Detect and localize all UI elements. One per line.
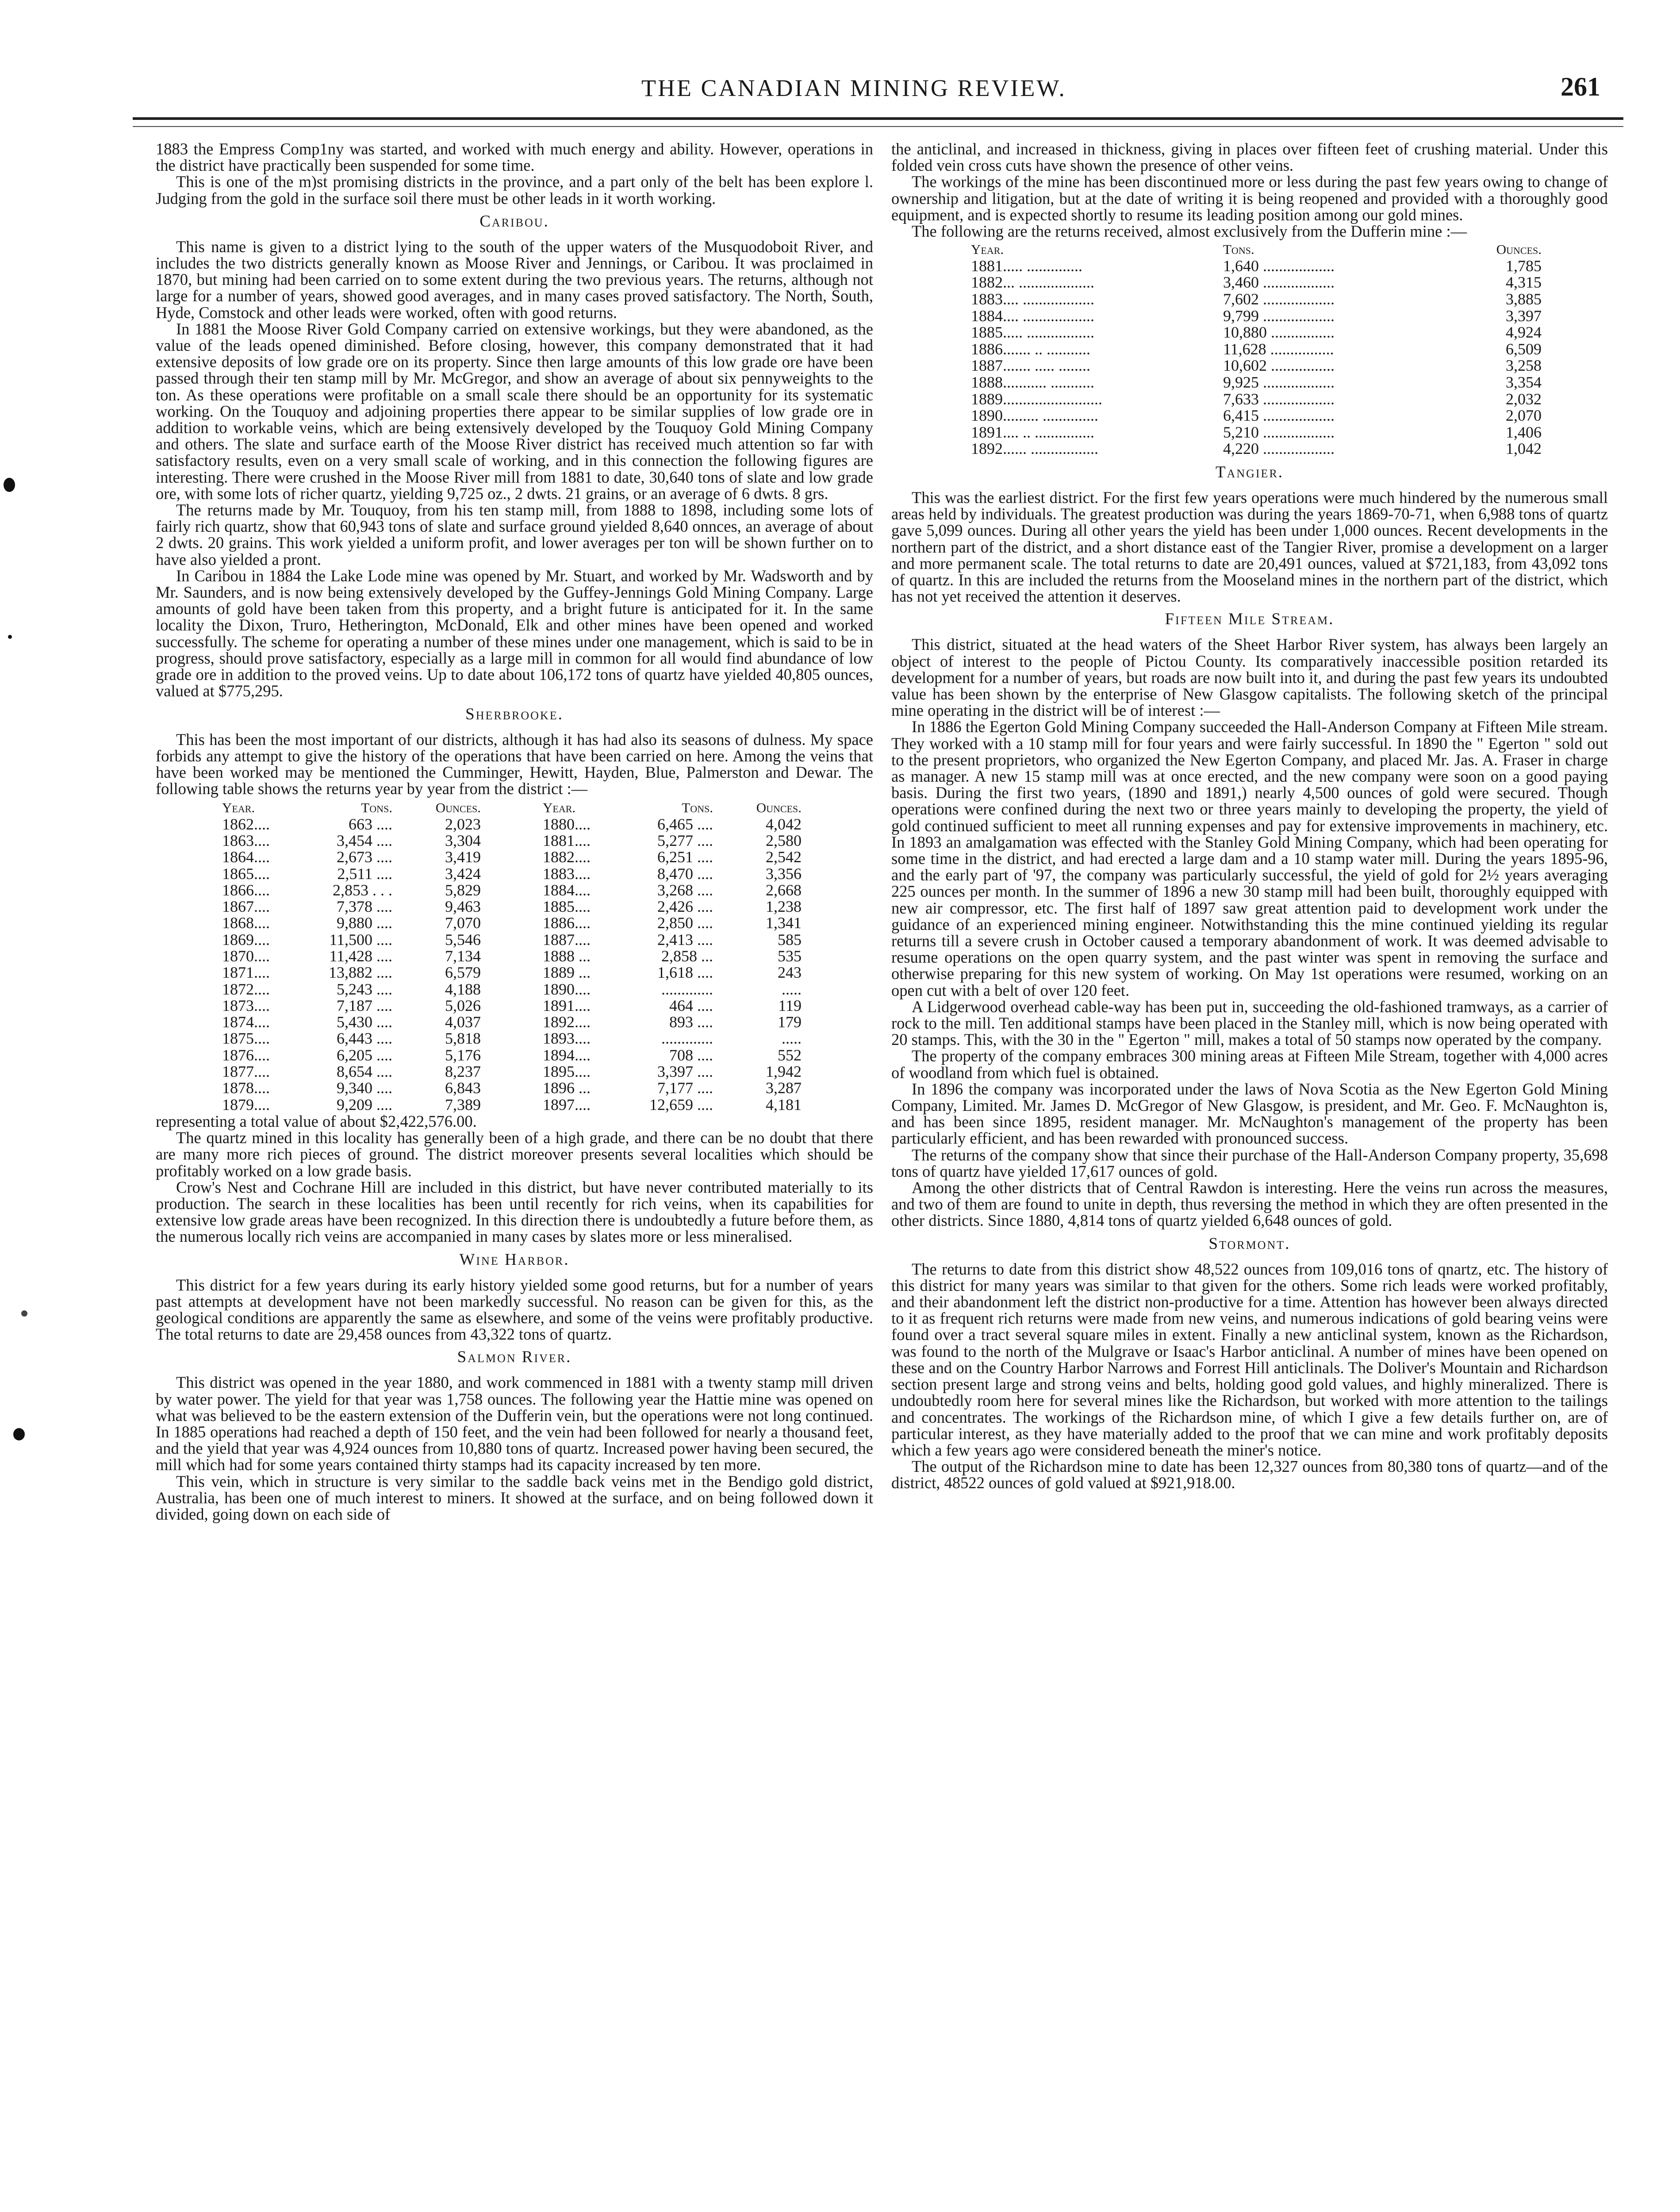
table-cell: 1884.... xyxy=(543,881,591,899)
table-cell: 1884.... .................. xyxy=(971,307,1094,325)
table-cell: 535 xyxy=(778,947,802,965)
table-cell: 1873.... xyxy=(222,996,270,1014)
table-cell: 2,580 xyxy=(766,831,802,849)
table-cell: 1872.... xyxy=(222,980,270,998)
table-row xyxy=(222,1080,841,1096)
table-cell: 9,880 .... xyxy=(337,914,392,932)
section-heading-sherbrooke: Sherbrooke. xyxy=(465,705,564,723)
table-cell: 11,500 .... xyxy=(329,930,392,949)
table-cell: 8,654 .... xyxy=(337,1063,392,1081)
table-cell: 3,454 .... xyxy=(337,831,392,849)
margin-hole-mark xyxy=(4,478,15,492)
section-heading-caribou: Caribou. xyxy=(479,212,549,230)
fifteen-mile-paragraph: The returns of the company show that since their purchase of the Hall-Anderson Company property, 35,698 tons of quartz have yielded 17,617 ounces of gold. xyxy=(891,1145,1608,1180)
column-header: Year. xyxy=(543,800,576,816)
table-cell: 2,668 xyxy=(766,881,802,899)
table-cell: 1892.... xyxy=(543,1013,591,1031)
table-cell: 6,579 xyxy=(445,964,481,982)
running-header-title: THE CANADIAN MINING REVIEW. xyxy=(641,75,1066,101)
table-row xyxy=(222,964,841,981)
table-cell: 5,430 .... xyxy=(337,1013,392,1031)
table-cell: 1863.... xyxy=(222,831,270,849)
caribou-paragraph: In Caribou in 1884 the Lake Lode mine was opened by Mr. Stuart, and worked by Mr. Wadsworth and by Mr. Saunders, and is now being extensively developed by the Guffey-Jennings Gold Mining Company. Large amounts of gold have been taken from this property, and a bright future is anticipated for it. In the same locality the Dixon, Truro, Hetherington, McDonald, Elk and other mines have been opened and worked successfully. The scheme for operating a number of these mines under one management, which is said to be in progress, should prove satisfactory, especially as a large mill in common for all would find abundance of low grade ore in addition to the proved veins. Up to date about 106,172 tons of quartz have yielded 40,805 ounces, valued at $775,295. xyxy=(156,566,873,700)
table-cell: 5,829 xyxy=(445,881,481,899)
sherbrooke-intro: This has been the most important of our districts, although it has had also its seasons of dulness. My space forbids any attempt to give the history of the operations that have been carried on here. Among the veins that have been worked may be mentioned the Cumminger, Hewitt, Hayden, Blue, Palmerston and Dewar. The following table shows the returns year by year from the district :— xyxy=(156,730,873,798)
table-cell: 4,315 xyxy=(1506,273,1542,292)
column-header: Ounces. xyxy=(1496,242,1542,257)
table-row xyxy=(971,441,1542,457)
table-cell: 1895.... xyxy=(543,1063,591,1081)
table-cell: ............. xyxy=(661,980,713,998)
table-cell: 1866.... xyxy=(222,881,270,899)
left-intro-paragraph: 1883 the Empress Comp1ny was started, and worked with much energy and ability. However, operations in the district have practically been suspended for some time. xyxy=(156,140,873,175)
table-row xyxy=(222,998,841,1014)
table-cell: 1894.... xyxy=(543,1046,591,1064)
table-cell: 1891.... xyxy=(543,996,591,1014)
table-cell: 1885.... xyxy=(543,898,591,916)
table-cell: 7,177 .... xyxy=(657,1079,713,1097)
table-header-row xyxy=(971,241,1542,258)
table-cell: 6,205 .... xyxy=(337,1046,392,1064)
table-cell: 7,187 .... xyxy=(337,996,392,1014)
table-row xyxy=(971,391,1542,408)
table-cell: 1,238 xyxy=(766,898,802,916)
table-cell: 9,925 .................. xyxy=(1223,373,1335,391)
table-row xyxy=(971,424,1542,441)
table-cell: 1897.... xyxy=(543,1095,591,1114)
table-cell: 7,633 .................. xyxy=(1223,390,1335,408)
fifteen-mile-paragraph: This district, situated at the head waters of the Sheet Harbor River system, has always been largely an object of interest to the people of Pictou County. Its comparatively inaccessible position retarded its development for a number of years, but roads are now built into it, and during the past few years its undoubted value has been shown by the enterprise of New Glasgow capitalists. The following sketch of the principal mine operating in the district will be of interest :— xyxy=(891,635,1608,720)
table-cell: 3,268 .... xyxy=(657,881,713,899)
table-cell: 4,037 xyxy=(445,1013,481,1031)
section-heading-tangier: Tangier. xyxy=(1215,463,1284,481)
table-cell: 1883.... xyxy=(543,864,591,883)
table-cell: 2,542 xyxy=(766,848,802,866)
table-cell: 6,509 xyxy=(1506,340,1542,358)
table-cell: 1868.... xyxy=(222,914,270,932)
salmon-river-paragraph: This district was opened in the year 1880, and work commenced in 1881 with a twenty stamp mill driven by water power. The yield for that year was 1,758 ounces. The following year the Hattie mine was opened on what was believed to be the eastern extension of the Dufferin vein, but the operations were not long continued. In 1885 operations had reached a depth of 150 feet, and the vein had been followed for nearly a thousand feet, and the yield that year was 4,924 ounces from 10,880 tons of quartz. Increased power having been secured, the mill which had for some years contained thirty stamps had its capacity increased by ten more. xyxy=(156,1373,873,1474)
table-cell: 1886.... xyxy=(543,914,591,932)
table-cell: 3,304 xyxy=(445,831,481,849)
table-cell: 1870.... xyxy=(222,947,270,965)
table-cell: 1893.... xyxy=(543,1029,591,1048)
table-cell: 2,673 .... xyxy=(337,848,392,866)
table-cell: 7,602 .................. xyxy=(1223,290,1335,308)
table-cell: 2,413 .... xyxy=(657,930,713,949)
table-row xyxy=(971,291,1542,308)
table-row xyxy=(971,357,1542,374)
table-cell: 3,356 xyxy=(766,864,802,883)
section-heading-stormont: Stormont. xyxy=(1208,1234,1291,1253)
fifteen-mile-paragraph: In 1896 the company was incorporated under the laws of Nova Scotia as the New Egerton Gold Mining Company, Limited. Mr. James D. McGregor of New Glasgow, is president, and Mr. Geo. F. McNaughton is, and has been since 1895, resident manager. Mr. McNaughton's management of the property has been particularly efficient, and has been rewarded with pronounced success. xyxy=(891,1079,1608,1148)
table-cell: 1892...... ................. xyxy=(971,440,1098,458)
table-row xyxy=(971,407,1542,424)
table-cell: 3,460 .................. xyxy=(1223,273,1335,292)
table-cell: 1889 ... xyxy=(543,964,591,982)
table-cell: 4,220 .................. xyxy=(1223,440,1335,458)
table-row xyxy=(971,308,1542,325)
table-cell: 1896 ... xyxy=(543,1079,591,1097)
table-cell: 1867.... xyxy=(222,898,270,916)
margin-speck-mark xyxy=(8,635,12,639)
table-row xyxy=(222,882,841,899)
table-cell: 1881..... .............. xyxy=(971,257,1082,275)
table-cell: 9,463 xyxy=(445,898,481,916)
table-cell: 1882.... xyxy=(543,848,591,866)
table-cell: 1,341 xyxy=(766,914,802,932)
fifteen-mile-paragraph: Among the other districts that of Central Rawdon is interesting. Here the veins run across the measures, and two of them are found to unite in depth, thus reversing the method in which they are often presented in the other districts. Since 1880, 4,814 tons of quartz yielded 6,648 ounces of gold. xyxy=(891,1179,1608,1230)
table-cell: ..... xyxy=(782,980,802,998)
column-header: Tons. xyxy=(361,800,392,816)
table-cell: 1,042 xyxy=(1506,440,1542,458)
table-row xyxy=(222,981,841,998)
table-cell: 3,424 xyxy=(445,864,481,883)
table-cell: 5,818 xyxy=(445,1029,481,1048)
table-cell: 2,858 ... xyxy=(661,947,713,965)
table-cell: 13,882 .... xyxy=(329,964,392,982)
fifteen-mile-paragraph: The property of the company embraces 300 mining areas at Fifteen Mile Stream, together with 4,000 acres of woodland from which fuel is obtained. xyxy=(891,1047,1608,1082)
table-cell: 1,942 xyxy=(766,1063,802,1081)
right-intro-paragraph: The following are the returns received, almost exclusively from the Dufferin mine :— xyxy=(912,222,1467,241)
table-cell: 1869.... xyxy=(222,930,270,949)
table-header-row xyxy=(222,799,841,816)
table-row xyxy=(222,1047,841,1064)
caribou-paragraph: The returns made by Mr. Touquoy, from his ten stamp mill, from 1888 to 1898, including some lots of fairly rich quartz, show that 60,943 tons of slate and surface ground yielded 8,640 onnces, an average of about 2 dwts. 20 grains. This work yielded a uniform profit, and lower averages per ton will be shown further on to have also yielded a pront. xyxy=(156,501,873,568)
table-cell: 11,428 .... xyxy=(329,947,392,965)
table-cell: 3,419 xyxy=(445,848,481,866)
section-heading-wine-harbor: Wine Harbor. xyxy=(459,1250,570,1269)
table-cell: 1888........... ........... xyxy=(971,373,1094,391)
column-header: Ounces. xyxy=(756,800,802,816)
table-cell: 4,188 xyxy=(445,980,481,998)
section-heading-fifteen-mile-stream: Fifteen Mile Stream. xyxy=(1165,610,1335,629)
column-header: Year. xyxy=(971,242,1004,257)
table-cell: 10,880 ................ xyxy=(1223,323,1335,342)
table-row xyxy=(222,1014,841,1030)
table-cell: 585 xyxy=(778,930,802,949)
dufferin-returns-table xyxy=(971,241,1542,457)
table-cell: 4,181 xyxy=(766,1095,802,1114)
table-cell: 1862.... xyxy=(222,815,270,833)
table-cell: 5,243 .... xyxy=(337,980,392,998)
table-cell: 2,853 . . . xyxy=(333,881,392,899)
table-cell: 1890......... .............. xyxy=(971,407,1098,425)
table-cell: 1887....... ..... ........ xyxy=(971,357,1090,375)
left-column xyxy=(156,141,873,1522)
table-cell: 1877.... xyxy=(222,1063,270,1081)
table-cell: 243 xyxy=(778,964,802,982)
table-cell: 3,397 xyxy=(1506,307,1542,325)
table-cell: 5,277 .... xyxy=(657,831,713,849)
table-cell: 708 .... xyxy=(669,1046,713,1064)
caribou-paragraph: This name is given to a district lying to the south of the upper waters of the Musquodoboit River, and includes the two districts generally known as Moose River and Jennings, or Caribou. It was proclaimed in 1870, but mining had been carried on to some extent during the two previous years. The returns, although not large for a number of years, showed good averages, and in many cases proved satisfactory. The North, South, Hyde, Comstock and other leads were worked, often with good returns. xyxy=(156,237,873,322)
table-cell: 9,340 .... xyxy=(337,1079,392,1097)
table-cell: 1885..... ................. xyxy=(971,323,1094,342)
column-header: Ounces. xyxy=(435,800,481,816)
fifteen-mile-paragraph: A Lidgerwood overhead cable-way has been put in, succeeding the old-fashioned tramways, as a carrier of rock to the mill. Ten additional stamps have been placed in the Stanley mill, which is now being operated with 20 stamps. This, with the 30 in the " Egerton " mill, makes a total of 50 stamps now operated by the company. xyxy=(891,997,1608,1049)
margin-hole-mark xyxy=(13,1428,25,1440)
column-header: Tons. xyxy=(1223,242,1254,257)
table-cell: 2,511 .... xyxy=(337,864,392,883)
table-cell: 1889......................... xyxy=(971,390,1102,408)
table-row xyxy=(222,833,841,849)
table-cell: 6,465 .... xyxy=(657,815,713,833)
table-cell: 464 .... xyxy=(669,996,713,1014)
table-cell: 2,850 .... xyxy=(657,914,713,932)
table-cell: 119 xyxy=(778,996,802,1014)
table-cell: 1890.... xyxy=(543,980,591,998)
sherbrooke-paragraph: The quartz mined in this locality has generally been of a high grade, and there can be no doubt that there are many more rich pieces of ground. The district moreover presents several localities which should be profitably worked on a low grade basis. xyxy=(156,1129,873,1180)
header-rule-thick xyxy=(133,117,1623,120)
table-row xyxy=(222,915,841,931)
sherbrooke-total: representing a total value of about $2,422,576.00. xyxy=(156,1112,477,1130)
table-cell: 10,602 ................ xyxy=(1223,357,1335,375)
table-cell: 1888 ... xyxy=(543,947,591,965)
tangier-paragraph: This was the earliest district. For the first few years operations were much hindered by the numerous small areas held by individuals. The greatest production was during the years 1869-70-71, when 6,988 tons of quartz gave 5,099 ounces. During all other years the yield has been under 1,000 ounces. Recent developments in the northern part of the district, and a short distance east of the Tangier River, promise a development on a larger and more permanent scale. The total returns to date are 20,491 ounces, valued at $721,183, from 43,092 tons of quartz. In this are included the returns from the Mooseland mines in the northern part of the district, which has not yet received the attention it deserves. xyxy=(891,488,1608,606)
table-row xyxy=(222,948,841,964)
header-rule-thin xyxy=(133,126,1623,127)
right-intro-paragraph: the anticlinal, and increased in thickness, giving in places over fifteen feet of crushing material. Under this folded vein cross cuts have shown the presence of other veins. xyxy=(891,140,1608,175)
table-cell: 1886....... .. ........... xyxy=(971,340,1090,358)
table-cell: 4,924 xyxy=(1506,323,1542,342)
table-cell: 1891.... .. ............... xyxy=(971,423,1094,441)
table-cell: 663 .... xyxy=(349,815,392,833)
table-row xyxy=(222,1097,841,1113)
table-cell: 1,640 .................. xyxy=(1223,257,1335,275)
table-cell: 7,134 xyxy=(445,947,481,965)
sherbrooke-paragraph: Crow's Nest and Cochrane Hill are included in this district, but have never contributed materially to its production. The search in these localities has been until recently for rich veins, when its capabilities for extensive low grade areas have been recognized. In this direction there is undoubtedly a future before them, as the numerous locally rich veins are accompanied in many cases by slates more or less mineralised. xyxy=(156,1178,873,1246)
table-cell: 2,032 xyxy=(1506,390,1542,408)
table-cell: 5,210 .................. xyxy=(1223,423,1335,441)
table-cell: ............. xyxy=(661,1029,713,1048)
right-intro-paragraph: The workings of the mine has been discontinued more or less during the past few years owing to change of ownership and litigation, but at the date of writing it is being reopened and provided with a thoroughly good equipment, and is expected shortly to resume its leading position among our gold mines. xyxy=(891,173,1608,224)
table-cell: 1,618 .... xyxy=(657,964,713,982)
table-cell: 2,426 .... xyxy=(657,898,713,916)
table-row xyxy=(971,341,1542,358)
table-cell: 11,628 ................ xyxy=(1223,340,1334,358)
table-cell: 3,258 xyxy=(1506,357,1542,375)
table-row xyxy=(222,1030,841,1047)
table-cell: 6,415 .................. xyxy=(1223,407,1335,425)
table-cell: 3,397 .... xyxy=(657,1063,713,1081)
table-cell: 5,546 xyxy=(445,930,481,949)
table-row xyxy=(971,374,1542,391)
table-cell: 8,237 xyxy=(445,1063,481,1081)
stormont-paragraph: The output of the Richardson mine to date has been 12,327 ounces from 80,380 tons of quartz—and of the district, 48522 ounces of gold valued at $921,918.00. xyxy=(891,1457,1608,1492)
table-cell: 3,354 xyxy=(1506,373,1542,391)
table-row xyxy=(222,899,841,915)
wine-harbor-paragraph: This district for a few years during its early history yielded some good returns, but for a number of years past attempts at development have not been markedly successful. No reason can be given for this, as the geological conditions are apparently the same as elsewhere, and some of the veins were profitably productive. The total returns to date are 29,458 ounces from 43,322 tons of quartz. xyxy=(156,1275,873,1344)
table-cell: 6,251 .... xyxy=(657,848,713,866)
table-cell: ..... xyxy=(782,1029,802,1048)
table-row xyxy=(222,816,841,833)
table-cell: 1876.... xyxy=(222,1046,270,1064)
table-cell: 4,042 xyxy=(766,815,802,833)
table-cell: 1874.... xyxy=(222,1013,270,1031)
table-cell: 2,070 xyxy=(1506,407,1542,425)
table-row xyxy=(971,324,1542,341)
table-cell: 7,378 .... xyxy=(337,898,392,916)
table-cell: 1,406 xyxy=(1506,423,1542,441)
table-cell: 3,287 xyxy=(766,1079,802,1097)
table-cell: 12,659 .... xyxy=(649,1095,713,1114)
table-cell: 1875.... xyxy=(222,1029,270,1048)
table-cell: 9,209 .... xyxy=(337,1095,392,1114)
stormont-paragraph: The returns to date from this district show 48,522 ounces from 109,016 tons of qnartz, etc. The history of this district for many years was similar to that given for the others. Some rich leads were worked profitably, and their abandonment left the district non-productive for a time. Attention has however been always directed to it as frequent rich returns were made from new veins, and numerous indications of gold bearing veins were found over a tract several square miles in extent. Finally a new anticlinal system, known as the Richardson, was found to the north of the Mulgrave or Isaac's Harbor anticlinal. A number of mines have been opened on these and on the Country Harbor Narrows and Forrest Hill anticlinals. The Doliver's Mountain and Richardson section present large and strong veins and belts, holding good gold values, and highly mineralized. There is undoubtedly room here for several mines like the Richardson, but worked with more attention to the tailings and concentrates. The workings of the Richardson mine, of which I give a few details further on, are of particular interest, as they have materially added to the proof that we can mine and work profitably deposits which a few years ago were considered beneath the miner's notice. xyxy=(891,1260,1608,1459)
table-cell: 1882... ................... xyxy=(971,273,1094,292)
table-cell: 7,389 xyxy=(445,1095,481,1114)
table-row xyxy=(222,866,841,882)
table-cell: 1,785 xyxy=(1506,257,1542,275)
table-cell: 1879.... xyxy=(222,1095,270,1114)
table-cell: 1881.... xyxy=(543,831,591,849)
table-cell: 9,799 .................. xyxy=(1223,307,1335,325)
table-cell: 8,470 .... xyxy=(657,864,713,883)
left-intro-paragraph: This is one of the m)st promising districts in the province, and a part only of the belt has been explore l. Judging from the gold in the surface soil there must be other leads in it worth working. xyxy=(156,173,873,207)
table-cell: 1865.... xyxy=(222,864,270,883)
column-header: Tons. xyxy=(682,800,713,816)
table-cell: 1864.... xyxy=(222,848,270,866)
column-header: Year. xyxy=(222,800,255,816)
table-cell: 1871.... xyxy=(222,964,270,982)
page-number: 261 xyxy=(1561,72,1600,101)
table-cell: 5,176 xyxy=(445,1046,481,1064)
table-row xyxy=(222,1064,841,1080)
fifteen-mile-paragraph: In 1886 the Egerton Gold Mining Company succeeded the Hall-Anderson Company at Fifteen Mile stream. They worked with a 10 stamp mill for four years and were fairly successful. In 1890 the " Egerton " sold out to the present proprietors, who organized the New Egerton Company, and placed Mr. Jas. A. Fraser in charge as manager. A new 15 stamp mill was at once erected, and the new company were soon on a good paying basis. During the first two years, (1890 and 1891,) nearly 4,500 ounces of gold were secured. Though operations were confined during the next two or three years mainly to developing the property, the yield of gold continued sufficient to meet all running expenses and pay for extensive improvements in machinery, etc. In 1893 an amalgamation was effected with the Stanley Gold Mining Company, which had been operating for some time in the district, and had erected a large dam and a 10 stamp water mill. During the years 1895-96, and the early part of '97, the company was particularly successful, the yield of gold for 2½ years averaging 225 ounces per month. In the summer of 1896 a new 30 stamp mill had been built, thoroughly equipped with new air compressor, etc. The first half of 1897 saw great attention paid to development work under the guidance of an experienced mining engineer. Notwithstanding this the mine continued yielding its regular returns till a severe crush in October caused a temporary abandonment of work. It was deemed advisable to resume operations on the open quarry system, and the past winter was spent in removing the surface and otherwise preparing for this new system of working. On May 1st operations were resumed, working on an open cut with a belt of over 120 feet. xyxy=(891,718,1608,999)
table-row xyxy=(971,258,1542,275)
right-column xyxy=(891,141,1608,1491)
table-cell: 1887.... xyxy=(543,930,591,949)
table-cell: 6,843 xyxy=(445,1079,481,1097)
table-cell: 5,026 xyxy=(445,996,481,1014)
salmon-river-paragraph: This vein, which in structure is very similar to the saddle back veins met in the Bendigo gold district, Australia, has been one of much interest to miners. It showed at the surface, and on being followed down it divided, going down on each side of xyxy=(156,1472,873,1524)
table-cell: 1878.... xyxy=(222,1079,270,1097)
table-cell: 1880.... xyxy=(543,815,591,833)
section-heading-salmon-river: Salmon River. xyxy=(457,1348,572,1367)
table-cell: 1883.... .................. xyxy=(971,290,1094,308)
table-cell: 3,885 xyxy=(1506,290,1542,308)
sherbrooke-returns-table xyxy=(222,799,841,1113)
table-cell: 552 xyxy=(778,1046,802,1064)
table-cell: 179 xyxy=(778,1013,802,1031)
table-row xyxy=(971,274,1542,291)
margin-speck-mark xyxy=(21,1310,27,1317)
table-cell: 2,023 xyxy=(445,815,481,833)
table-cell: 6,443 .... xyxy=(337,1029,392,1048)
table-row xyxy=(222,932,841,948)
table-cell: 893 .... xyxy=(669,1013,713,1031)
table-cell: 7,070 xyxy=(445,914,481,932)
caribou-paragraph: In 1881 the Moose River Gold Company carried on extensive workings, but they were abandoned, as the value of the leads opened diminished. Before closing, however, this company demonstrated that it had extensive deposits of low grade ore on its property. Since then large amounts of this low grade ore have been passed through their ten stamp mill by Mr. McGregor, and show an average of about six pennyweights to the ton. As these operations were profitable on a small scale there should be an opportunity for its systematic working. On the Touquoy and adjoining properties there appear to be similar supplies of low grade ore in addition to workable veins, which are being extensively developed by the Touquoy Gold Mining Company and others. The slate and surface earth of the Moose River district has received much attention so far with satisfactory results, even on a very small scale of working, and in this connection the following figures are interesting. There were crushed in the Moose River mill from 1881 to date, 30,640 tons of slate and low grade ore, with some lots of richer quartz, yielding 9,725 oz., 2 dwts. 21 grains, or an average of 6 dwts. 8 grs. xyxy=(156,319,873,503)
table-row xyxy=(222,849,841,865)
